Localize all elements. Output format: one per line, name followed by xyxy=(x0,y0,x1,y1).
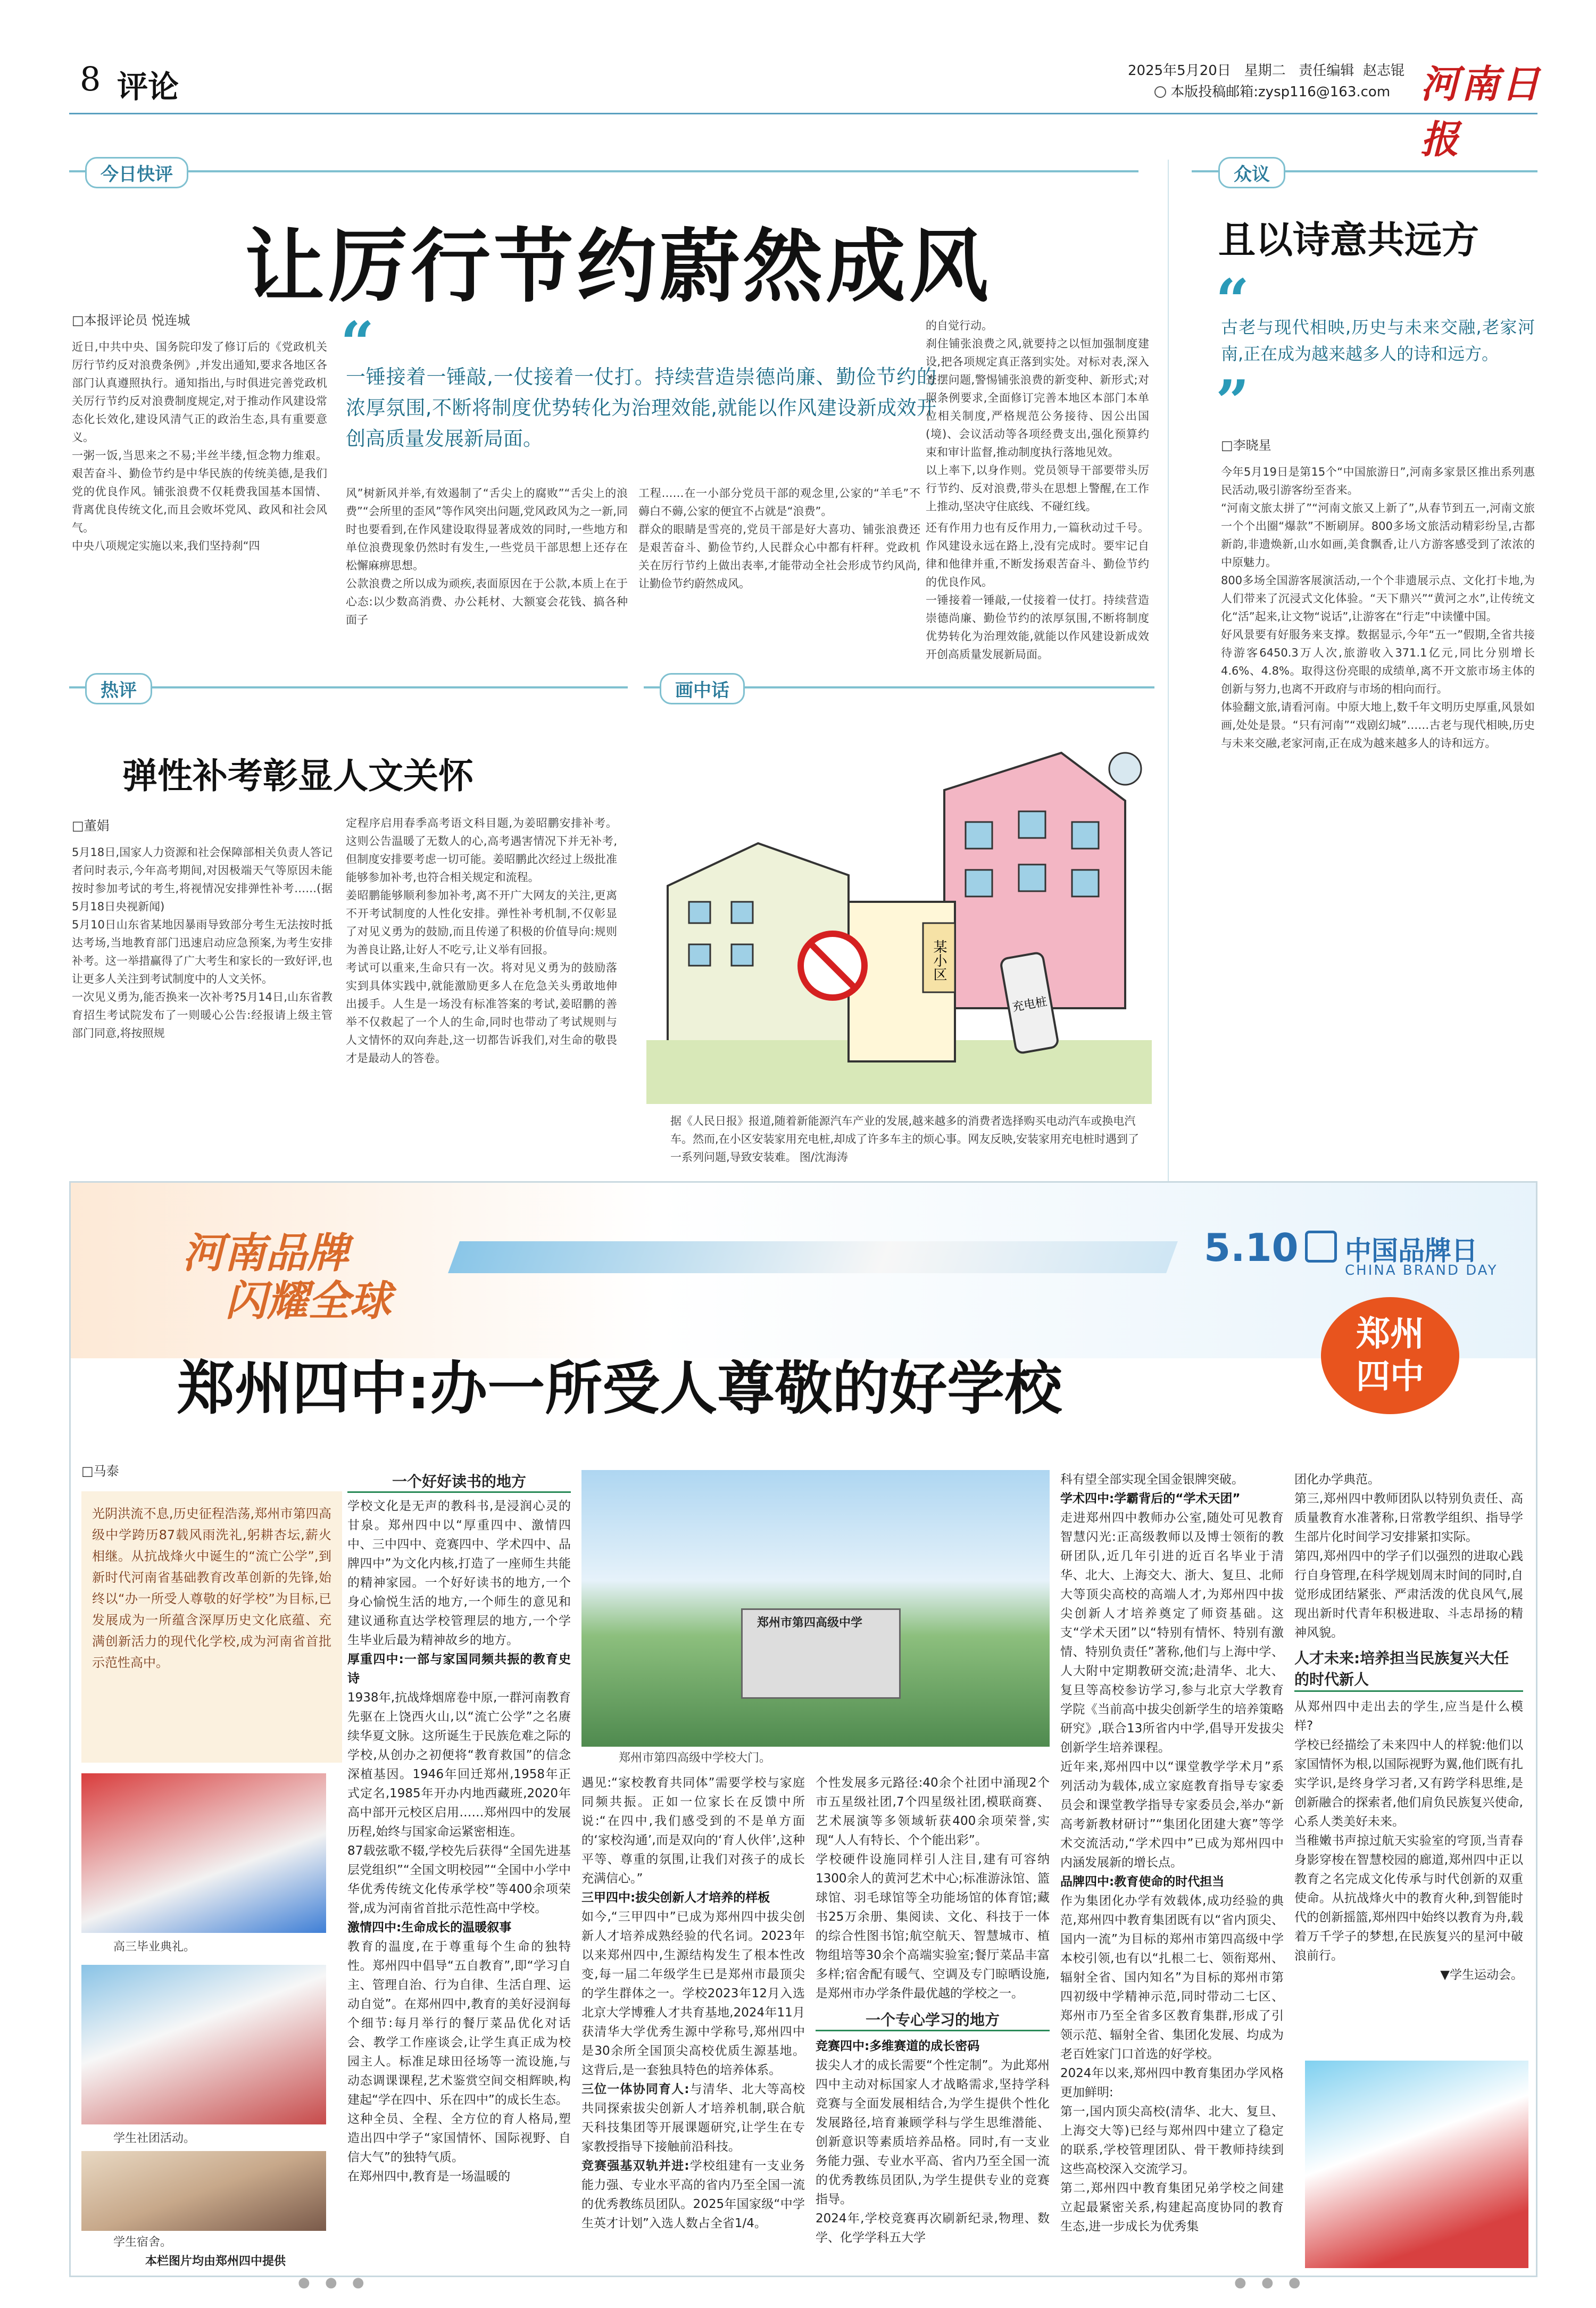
issue-date: 2025年5月20日 xyxy=(1128,63,1231,79)
kuaiping-tag xyxy=(85,157,188,188)
kuaiping-bar xyxy=(69,170,1138,172)
cartoon-caption xyxy=(670,1112,1149,1166)
quote-open-icon: “ xyxy=(1216,266,1250,335)
body-text xyxy=(581,2156,805,2233)
body-text: 87载弦歌不辍,学校先后获得“全国先进基层党组织”“全国文明校园”“全国中小学中华优秀传统文化传承学校”等400余项荣誉,成为河南省首批示范性高中学校。 xyxy=(347,1844,571,1915)
brand-slogan-1: 河南品牌 xyxy=(182,1229,349,1277)
kuaiping-label: 今日快评 xyxy=(85,157,188,188)
email-label: 本版投稿邮箱: xyxy=(1170,84,1259,100)
keyword-inline: 三位一体协同育人: xyxy=(581,2082,689,2096)
body-text: 1938年,抗战烽烟席卷中原,一群河南教育先驱在上饶西火山,以“流亡公学”之名赓续华夏文脉。这所诞生于民族危难之际的学校,从创办之初便将“教育救国”的信念深植基因。1946年回迁郑州,1958年正式定名,1985年开办内地西藏班,2020年高中部开元校区启用……郑州四中的发展历程,始终与国家命运紧密相连。 xyxy=(347,1691,571,1839)
photo-graduation xyxy=(81,1773,326,1933)
zhongyi-label: 众议 xyxy=(1218,157,1285,188)
brand-author: □马泰 xyxy=(81,1464,119,1479)
repin-label: 热评 xyxy=(85,673,152,704)
huazhonghua-tag xyxy=(660,673,745,704)
photo-school-gate-caption: 郑州市第四高级中学校大门。 xyxy=(619,1751,771,1765)
kuaiping-col1 xyxy=(72,338,327,555)
newspaper-logo: 河南日报 xyxy=(1420,61,1542,162)
body-text: 与清华、北大等高校共同探索拔尖创新人才培养机制,联合航天科技集团等开展课题研究,让学生在专家教授指导下接触前沿科技。 xyxy=(581,2082,805,2154)
pile-label: 充电桩 xyxy=(1011,995,1049,1015)
brand-ribbon xyxy=(448,1241,1178,1273)
kuaiping-col4 xyxy=(926,317,1149,516)
brand-col-d xyxy=(1060,1470,1284,2236)
kuaiping-headline: 让厉行节约蔚然成风 xyxy=(245,221,992,313)
kuaiping-col2 xyxy=(346,484,628,629)
quote-close-icon: ” xyxy=(1216,367,1250,436)
body-text: 学校组建有一支业务能力强、专业水平高的省内乃至全国一流的优秀教练员团队。2025年国家级“中学生英才计划”入选人数占全省1/4。 xyxy=(581,2159,805,2230)
keyword-heading: 学术四中:学霸背后的“学术天团” xyxy=(1060,1492,1241,1506)
photo-school-gate xyxy=(581,1470,1050,1747)
badge-line-1: 郑州 xyxy=(1356,1315,1424,1354)
photo-credit: 本栏图片均由郑州四中提供 xyxy=(145,2255,286,2268)
quote-open-icon: “ xyxy=(340,309,375,377)
repin-headline: 弹性补考彰显人文关怀 xyxy=(122,756,473,796)
page-number: 8 xyxy=(80,60,101,98)
kuaiping-col5 xyxy=(926,519,1149,663)
sub-reading-title: 一个好好读书的地方 xyxy=(392,1473,526,1490)
body-text: 团化办学典范。 第三,郑州四中教师团队以特别负责任、高质量教育水准著称,日常教学组织、指导学生部片化时间学习安排紧扣实际。 第四,郑州四中的学子们以强烈的进取心践行自身管理,在科学规划周末时间的同时,自觉形成团结紧张、严肃活泼的优良风气,展现出新时代青年积极进取、斗志昂扬的精神风貌。 xyxy=(1294,1473,1523,1640)
zone-sign: 某小区 xyxy=(931,940,947,981)
sub-talent-title: 人才未来:培养担当民族复兴大任的时代新人 xyxy=(1294,1649,1509,1688)
body-text: 工程……在一小部分党员干部的观念里,公家的“羊毛”不薅白不薅,公家的便宜不占就是“浪费”。 群众的眼睛是雪亮的,党员干部是好大喜功、铺张浪费还是艰苦奋斗、勤俭节约,人民群众心中都有杆秤。党政机关在厉行节约上做出表率,才能带动全社会形成节约风尚,让勤俭节约蔚然成风。 xyxy=(638,487,920,590)
brand-col-e xyxy=(1294,1470,1523,1985)
body-text: 学校文化是无声的教科书,是浸润心灵的甘泉。郑州四中以“厚重四中、激情四中、三中四中、竞赛四中、学术四中、品牌四中”为文化内核,打造了一座师生共能的精神家园。一个好好读书的地方,一个身心愉悦生活的地方,一个师生的意见和建议通称直达学校管理层的地方,一个学生毕业后最为精神故乡的地方。 xyxy=(347,1499,571,1647)
repin-col1 xyxy=(72,843,332,1042)
bottom-dots: ● ● ● xyxy=(298,2274,370,2290)
sub-study xyxy=(816,2008,1050,2031)
mail-icon xyxy=(1154,86,1166,98)
body-text: 走进郑州四中教师办公室,随处可见教育智慧闪光:正高级教师以及博士领衔的教研团队,近几年引进的近百名毕业于清华、北大、上海交大、浙大、复旦、北师大等顶尖高校的高端人才,为郑州四中拔尖创新人才培养奠定了师资基础。这支“学术天团”以“特别有情怀、特别有激情、特别负责任”著称,他们与上海中学、人大附中定期教研交流;赴清华、北大、复旦等高校参访学习,参与北京大学教育学院《当前高中拔尖创新学生的培养策略研究》,联合13所省内中学,倡导开发拔尖创新学生培养课程。 近年来,郑州四中以“课堂教学学术月”系列活动为载体,成立家庭教育指导专家委员会和课堂教学指导专家委员会,举办“新高考新教材研讨”“集团化团建大赛”等学术交流活动,“学术四中”已成为郑州四中内涵发展新的增长点。 xyxy=(1060,1511,1284,1870)
zhongyi-headline: 且以诗意共远方 xyxy=(1218,218,1479,262)
school-badge xyxy=(1321,1297,1459,1414)
body-text: 教育的温度,在于尊重每个生命的独特性。郑州四中倡导“五自教育”,即“学习自主、管理自治、行为自律、生活自理、运动自觉”。在郑州四中,教育的美好浸润每个细节:每月举行的餐厅菜品优化对话会、教学工作座谈会,让学生真正成为校园主人。标准足球田径场等一流设施,与动态调课课程,艺术鉴赏空间交相辉映,构建起“学在四中、乐在四中”的成长生态。 这种全员、全程、全方位的育人格局,塑造出四中学子“家国情怀、国际视野、自信大气”的独特气质。 在郑州四中,教育是一场温暖的 xyxy=(347,1940,571,2184)
brand-day-date: 5.10 xyxy=(1204,1225,1299,1270)
section-name: 评论 xyxy=(117,69,179,105)
email-address[interactable]: zysp116@163.com xyxy=(1258,84,1391,100)
body-text: 还有作用力也有反作用力,一篇秋动过千号。作风建设永远在路上,没有完成时。要牢记自律和他律并重,不断发扬艰苦奋斗、勤俭节约的优良作风。 一锤接着一锤敲,一仗接着一仗打。持续营造崇德尚廉、勤俭节约的浓厚氛围,不断将制度优势转化为治理效能,就能以作风建设新成效开创高质量发展新局面。 xyxy=(926,521,1149,661)
intro-text: 光阴洪流不息,历史征程浩荡,郑州市第四高级中学跨历87载风雨洗礼,躬耕杏坛,薪火相继。从抗战烽火中诞生的“流亡公学”,到新时代河南省基础教育改革创新的先锋,始终以“办一所受人尊敬的好学校”为目标,已发展成为一所蕴含深厚历史文化底蕴、充满创新活力的现代化学校,成为河南省首批示范性高中。 xyxy=(92,1506,331,1670)
repin-col2 xyxy=(346,814,617,1067)
body-text: 拔尖人才的成长需要“个性定制”。为此郑州四中主动对标国家人才战略需求,坚持学科竞赛与全面发展相结合,为学生提供个性化发展路径,培育兼顾学科与学生思维潜能、创新意识等素质培养品格。同时,有一支业务能力强、专业水平高、省内乃至全国一流的优秀教练员团队,为学生提供专业的竞赛指导。 2024年,学校竞赛再次刷新纪录,物理、数学、化学学科五大学 xyxy=(816,2058,1050,2245)
brand-day-en: CHINA BRAND DAY xyxy=(1345,1263,1498,1278)
sub-talent xyxy=(1294,1648,1523,1692)
caption-dorm: 学生宿舍。 xyxy=(113,2236,172,2249)
keyword-heading: 厚重四中:一部与家国同频共振的教育史诗 xyxy=(347,1653,571,1686)
brand-headline: 郑州四中:办一所受人尊敬的好学校 xyxy=(177,1356,1062,1422)
date-line xyxy=(1128,60,1404,79)
cartoon xyxy=(646,710,1152,1104)
photo-dorm xyxy=(81,2151,326,2231)
intro-box xyxy=(81,1491,342,1763)
brand-day-cn: 中国品牌日 xyxy=(1345,1235,1478,1266)
brand-col-c xyxy=(816,1773,1050,2247)
body-text: 科有望全部实现全国金银牌突破。 xyxy=(1060,1473,1244,1487)
repin-author: □董娟 xyxy=(72,818,110,833)
huazhonghua-label: 画中话 xyxy=(660,673,745,704)
caption-sports: ▼学生运动会。 xyxy=(1440,1968,1523,1982)
body-text: 的自觉行动。 刹住铺张浪费之风,就要持之以恒加强制度建设,把各项规定真正落到实处。对标对表,深入查摆问题,警惕铺张浪费的新变种、新形式;对照条例要求,全面修订完善本地区本部门本单位相关制度,严格规范公务接待、因公出国(境)、会议活动等各项经费支出,强化预算约束和审计监督,推动制度执行落地见效。 以上率下,以身作则。党员领导干部要带头厉行节约、反对浪费,带头在思想上警醒,在工作上推动,坚决守住底线、不碰红线。 xyxy=(926,319,1149,513)
editor-label: 责任编辑 xyxy=(1299,63,1354,79)
body-text: 个性发展多元路径:40余个社团中涌现2个市五星级社团,7个四星级社团,模联商赛、艺术展演等多领域斩获400余项荣誉,实现“人人有特长、个个能出彩”。 学校硬件设施同样引人注目,建有可容纳1300余人的黄河艺术中心;标准游泳馆、篮球馆、羽毛球馆等全功能场馆的体育馆;藏书25万余册、集阅读、文化、科技于一体的综合性图书馆;航空航天、智慧城市、植物组培等30余个高端实验室;餐厅菜品丰富多样;宿舍配有暖气、空调及专门晾晒设施,是郑州市办学条件最优越的学校之一。 xyxy=(816,1776,1050,2000)
column-divider xyxy=(1168,160,1169,1192)
gate-sign: 郑州市第四高级中学 xyxy=(757,1616,863,1630)
body-text xyxy=(581,2080,805,2156)
body-text: 5月18日,国家人力资源和社会保障部相关负责人答记者问时表示,今年高考期间,对因极端天气等原因未能按时参加考试的考生,将视情况安排弹性补考……(据5月18日央视新闻) 5月10日山东省某地因暴雨导致部分考生无法按时抵达考场,当地教育部门迅速启动应急预案,为考生安排补考。这一举措赢得了广大考生和家长的一致好评,也让更多人关注到考试制度中的人文关怀。 一次见义勇为,能否换来一次补考?5月14日,山东省教育招生考试院发布了一则暖心公告:经报请上级主管部门同意,将按照规 xyxy=(72,846,332,1040)
body-text: 遇见:“家校教育共同体”需要学校与家庭同频共振。正如一位家长在反馈中所说:“在四中,我们感受到的不是单方面的‘家校沟通’,而是双向的‘育人伙伴’,这种平等、尊重的氛围,让我们对孩子的成长充满信心。” xyxy=(581,1776,805,1886)
photo-club xyxy=(81,1965,326,2124)
repin-tag xyxy=(85,673,152,704)
caption-club: 学生社团活动。 xyxy=(113,2132,196,2145)
keyword-heading: 激情四中:生命成长的温暖叙事 xyxy=(347,1921,512,1935)
keyword-heading: 品牌四中:教育使命的时代担当 xyxy=(1060,1875,1225,1889)
zhongyi-body xyxy=(1221,463,1535,752)
body-text: 如今,“三甲四中”已成为郑州四中拔尖创新人才培养成熟经验的代名词。2023年以来郑州四中,生源结构发生了根本性改变,每一届二年级学生已是郑州市最顶尖的学生群体之一。学校2023年12月入选北京大学博雅人才共育基地,2024年11月获清华大学优秀生源中学称号,郑州四中是30余所全国顶尖高校优质生源基地。这背后,是一套独具特色的培养体系。 xyxy=(581,1910,805,2077)
cartoon-illustration xyxy=(646,710,1152,1104)
brand-col-a xyxy=(347,1497,571,2186)
keyword-inline: 竞赛强基双轨并进: xyxy=(581,2159,689,2173)
caption-text: 据《人民日报》报道,随着新能源汽车产业的发展,越来越多的消费者选择购买电动汽车或换电汽车。然而,在小区安装家用充电桩,却成了许多车主的烦心事。网友反映,安装家用充电桩时遇到了一系列问题,导致安装难。 xyxy=(670,1115,1140,1164)
body-text: 近日,中共中央、国务院印发了修订后的《党政机关厉行节约反对浪费条例》,并发出通知,要求各地区各部门认真遵照执行。通知指出,与时俱进完善党政机关厉行节约反对浪费制度规定,对于推动作风建设常态化长效化,建设风清气正的政治生态,具有重要意义。 一粥一饭,当思来之不易;半丝半缕,恒念物力维艰。艰苦奋斗、勤俭节约是中华民族的传统美德,是我们党的优良作风。铺张浪费不仅耗费我国基本国情、背离优良传统文化,而且会败坏党风、政风和社会风气。 中央八项规定实施以来,我们坚持刹“四 xyxy=(72,341,327,552)
zhongyi-author: □李晓星 xyxy=(1221,438,1271,453)
brand-day-logo-icon xyxy=(1305,1231,1337,1263)
kuaiping-author: □本报评论员 悦连城 xyxy=(72,313,190,328)
masthead xyxy=(59,53,1543,162)
kuaiping-col3 xyxy=(638,484,920,593)
sub-reading xyxy=(347,1470,571,1493)
photo-sports xyxy=(1305,2061,1528,2268)
zhongyi-tag xyxy=(1218,157,1285,188)
body-text: 从郑州四中走出去的学生,应当是什么模样? 学校已经描绘了未来四中人的样貌:他们以家国情怀为根,以国际视野为翼,他们既有扎实学识,是终身学习者,又有跨学科思维,是创新融合的探索者,他们肩负民族复兴使命,心系人类美好未来。 当稚嫩书声掠过航天实验室的穹顶,当青春身影穿梭在智慧校园的廊道,郑州四中正以教育之名完成文化传承与时代创新的双重使命。从抗战烽火中的教育火种,到智能时代的创新摇篮,郑州四中始终以教育为舟,载着万千学子的梦想,在民族复兴的星河中破浪前行。 xyxy=(1294,1700,1523,1963)
keyword-heading: 三甲四中:拔尖创新人才培养的样板 xyxy=(581,1891,770,1905)
caption-credit: 图/沈海涛 xyxy=(799,1151,848,1164)
keyword-heading: 竞赛四中:多维赛道的成长密码 xyxy=(816,2039,980,2053)
caption-graduation: 高三毕业典礼。 xyxy=(113,1940,196,1954)
repin-bar xyxy=(69,686,628,688)
email-line xyxy=(1154,81,1390,101)
zhongyi-lede: 古老与现代相映,历史与未来交融,老家河南,正在成为越来越多人的诗和远方。 xyxy=(1221,317,1535,364)
brand-feature xyxy=(69,1181,1537,2277)
body-text: 今年5月19日是第15个“中国旅游日”,河南多家景区推出系列惠民活动,吸引游客纷至沓来。 “河南文旅太拼了”“河南文旅又上新了”,从春节到五一,河南文旅一个个出圈“爆款”不断刷屏。800多场文旅活动精彩纷呈,古都新韵,非遗焕新,山水如画,美食飘香,让八方游客感受到了浓浓的中原魅力。 800多场全国游客展演活动,一个个非遗展示点、文化打卡地,为人们带来了沉浸式文化体验。“天下鼎兴”“黄河之水”,让传统文化“活”起来,让文物“说话”,让游客在“行走”中读懂中国。 好风景要有好服务来支撑。数据显示,今年“五一”假期,全省共接待游客6450.3万人次,旅游收入371.1亿元,同比分别增长4.6%、4.8%。取得这份亮眼的成绩单,离不开文旅市场主体的创新与努力,也离不开政府与市场的相向而行。 体验翻文旅,请看河南。中原大地上,数千年文明历史厚重,风景如画,处处是景。“只有河南”“戏剧幻城”……古老与现代相映,历史与未来交融,老家河南,正在成为越来越多人的诗和远方。 xyxy=(1221,466,1535,750)
bottom-dots: ● ● ● xyxy=(1234,2274,1306,2290)
weekday: 星期二 xyxy=(1244,63,1286,79)
brand-slogan-2: 闪耀全球 xyxy=(225,1277,392,1325)
masthead-rule xyxy=(69,113,1537,114)
sub-study-title: 一个专心学习的地方 xyxy=(865,2011,1000,2029)
brand-col-b xyxy=(581,1773,805,2233)
body-text: 定程序启用春季高考语文科目题,为姜昭鹏安排补考。这则公告温暖了无数人的心,高考遇害情况下并无补考,但制度安排要考虑一切可能。姜昭鹏此次经过上级批准能够参加补考,也符合相关规定和流程。 姜昭鹏能够顺利参加补考,离不开广大网友的关注,更离不开考试制度的人性化安排。弹性补考机制,不仅彰显了对见义勇为的鼓励,而且传递了积极的价值导向:规则为善良让路,让好人不吃亏,让义举有回报。 考试可以重来,生命只有一次。将对见义勇为的鼓励落实到具体实践中,就能激励更多人在危急关头勇敢地伸出援手。人生是一场没有标准答案的考试,姜昭鹏的善举不仅救起了一个人的生命,同时也带动了考试规则与人文情怀的双向奔赴,这一切都告诉我们,对生命的敬畏才是最动人的答卷。 xyxy=(346,817,617,1065)
body-text: 风”树新风并举,有效遏制了“舌尖上的腐败”“舌尖上的浪费”“会所里的歪风”等作风突出问题,党风政风为之一新,同时也要看到,在作风建设取得显著成效的同时,一些地方和单位浪费现象仍然时有发生,一些党员干部思想上还存在松懈麻痹思想。 公款浪费之所以成为顽疾,表面原因在于公款,本质上在于心态:以少数高消费、办公耗材、大额宴会花钱、搞各种面子 xyxy=(346,487,628,626)
editor-name: 赵志锟 xyxy=(1362,63,1404,79)
kuaiping-lede: 一锤接着一锤敲,一仗接着一仗打。持续营造崇德尚廉、勤俭节约的浓厚氛围,不断将制度优势转化为治理效能,就能以作风建设新成效开创高质量发展新局面。 xyxy=(346,366,936,450)
body-text: 作为集团化办学有效载体,成功经验的典范,郑州四中教育集团既有以“省内顶尖、国内一流”为目标的郑州市第四高级中学本校引领,也有以“扎根二七、领衔郑州、辐射全省、国内知名”为目标的郑州市第四初级中学精神示范,同时带动二七区、郑州市乃至全省多区教育集群,形成了引领示范、辐射全省、集团化发展、均成为老百姓家门口首选的好学校。 2024年以来,郑州四中教育集团办学风格更加鲜明: 第一,国内顶尖高校(清华、北大、复旦、上海交大等)已经与郑州四中建立了稳定的联系,学校管理团队、骨干教师持续到这些高校深入交流学习。 第二,郑州四中教育集团兄弟学校之间建立起最紧密关系,构建起高度协同的教育生态,进一步成长为优秀集 xyxy=(1060,1894,1284,2234)
badge-line-2: 四中 xyxy=(1356,1357,1424,1397)
